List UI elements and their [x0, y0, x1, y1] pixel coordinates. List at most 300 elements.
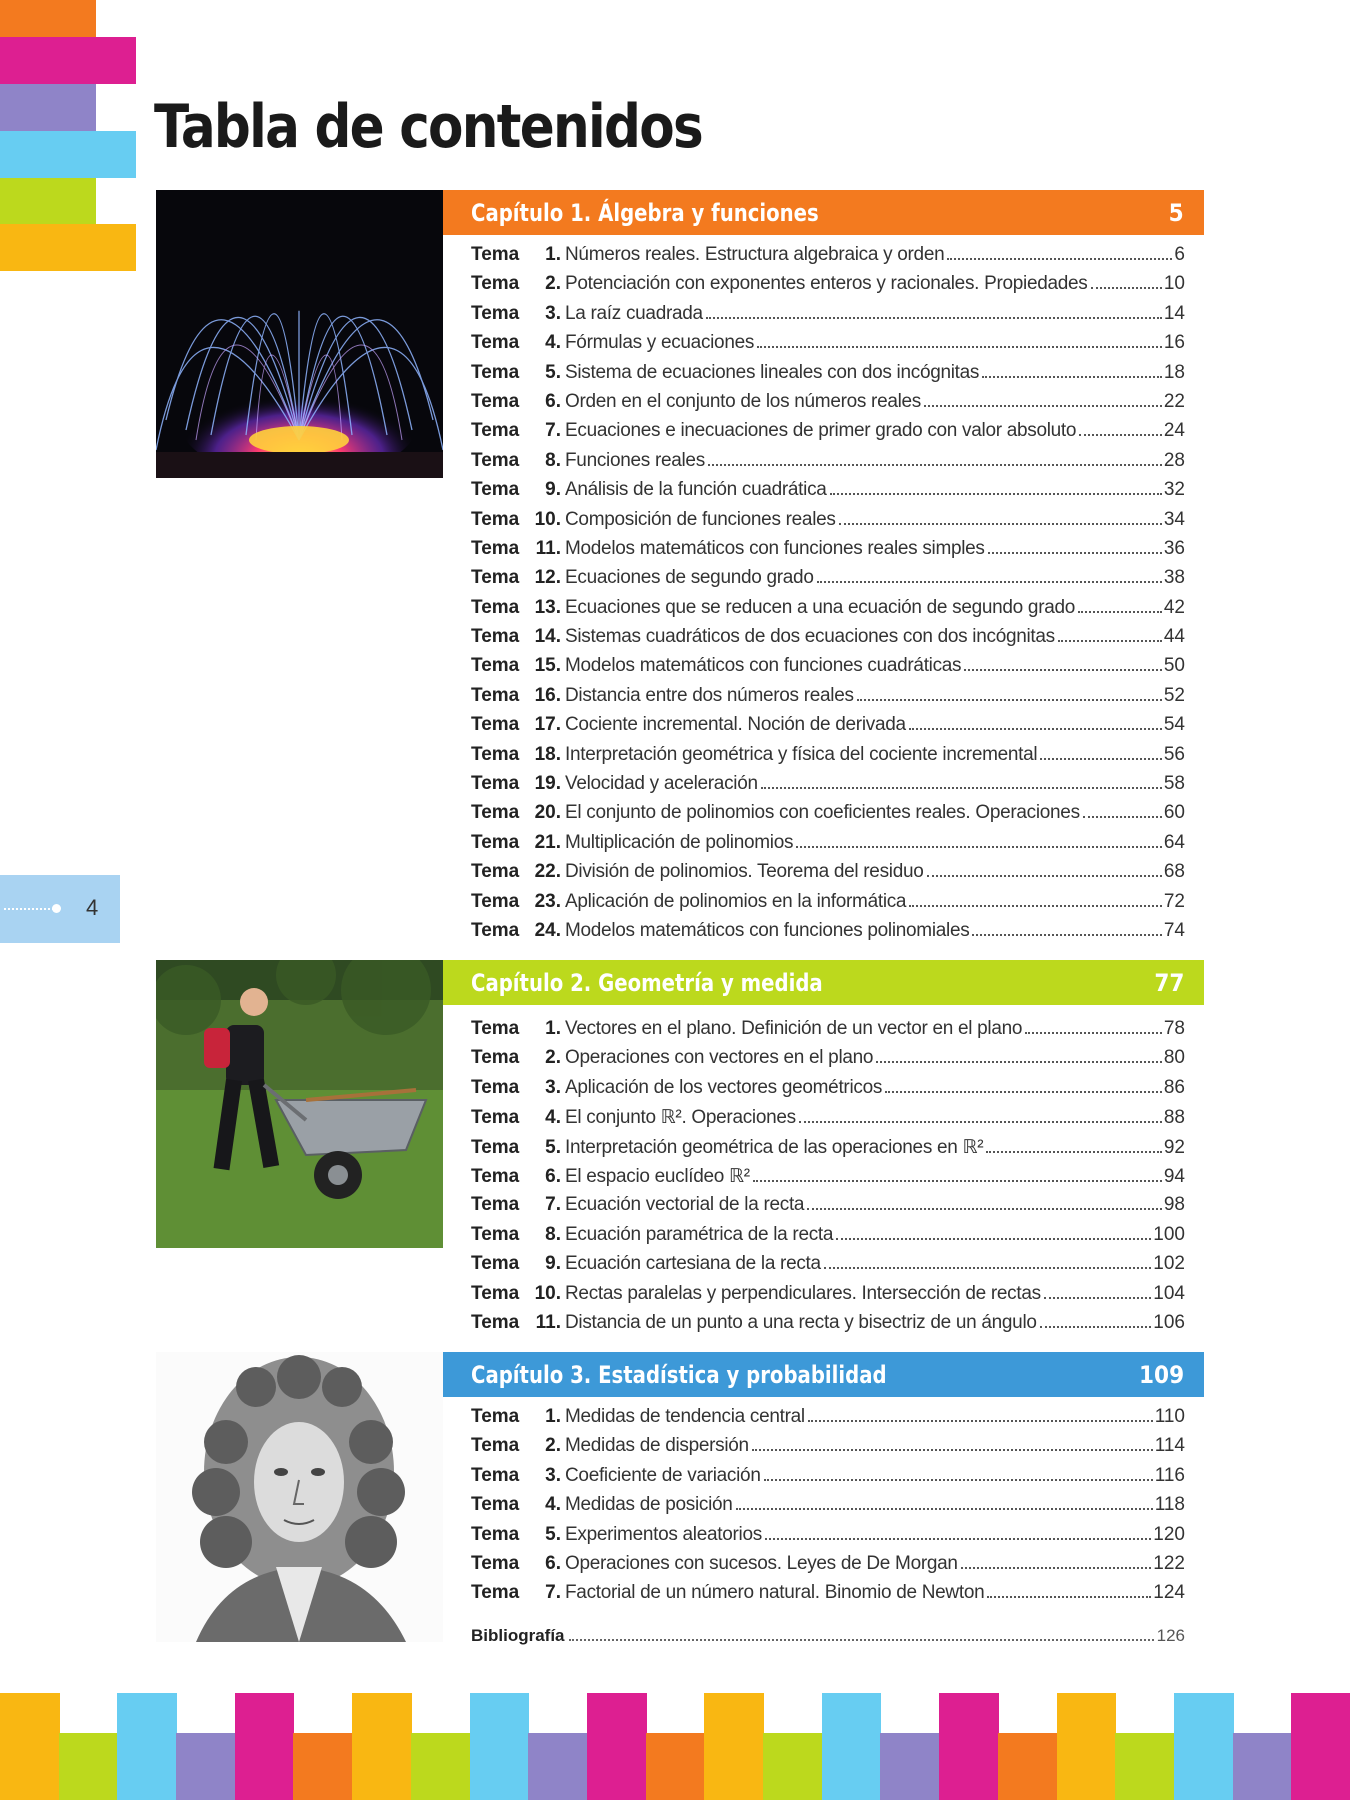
- topic-title: Aplicación de polinomios en la informática: [565, 890, 907, 912]
- topic-page: 60: [1163, 802, 1185, 824]
- tema-label: Tema: [471, 1076, 520, 1098]
- tema-label: Tema: [471, 831, 520, 853]
- topic-number: 7.: [545, 420, 561, 442]
- tema-label: Tema: [471, 244, 520, 265]
- topic-page: 118: [1154, 1494, 1185, 1516]
- topic-page: 52: [1163, 684, 1185, 706]
- topic-title: El conjunto ℝ². Operaciones: [565, 1107, 796, 1129]
- topic-row[interactable]: [471, 773, 1185, 802]
- topic-number: 3.: [545, 1464, 561, 1486]
- topic-title: Operaciones con vectores en el plano: [565, 1047, 874, 1069]
- topic-row[interactable]: [471, 1435, 1185, 1464]
- bottom-stripe: [470, 1693, 530, 1800]
- topic-number: 4.: [545, 1494, 561, 1516]
- topic-row[interactable]: [471, 1465, 1185, 1494]
- topic-row[interactable]: [471, 567, 1185, 596]
- topic-number: 4.: [545, 1107, 561, 1129]
- topic-row[interactable]: [471, 861, 1185, 890]
- chapter-1-topic-list: [471, 244, 1185, 949]
- topic-page: 16: [1163, 332, 1185, 354]
- tema-label: Tema: [471, 508, 520, 530]
- topic-number: 10.: [534, 508, 561, 530]
- tema-label: Tema: [471, 714, 520, 736]
- topic-row[interactable]: [471, 1136, 1185, 1165]
- topic-page: 102: [1153, 1253, 1185, 1275]
- topic-title: Distancia entre dos números reales: [565, 684, 854, 706]
- tema-label: Tema: [471, 1136, 520, 1158]
- bottom-stripe: [939, 1693, 999, 1800]
- dot-leader: [817, 581, 1162, 583]
- dot-leader: [857, 699, 1162, 701]
- tema-label: Tema: [471, 919, 520, 941]
- topic-row[interactable]: [471, 273, 1185, 302]
- bottom-stripe: [822, 1693, 882, 1800]
- topic-page: 120: [1153, 1523, 1185, 1545]
- bottom-stripe: [998, 1733, 1058, 1800]
- topic-title: El conjunto de polinomios con coeficientes reales. Operaciones: [565, 802, 1080, 824]
- topic-row[interactable]: [471, 685, 1185, 714]
- dot-leader: [947, 258, 1172, 260]
- topic-row[interactable]: [471, 1077, 1185, 1106]
- tema-label: Tema: [471, 743, 520, 765]
- topic-title: Vectores en el plano. Definición de un vector en el plano: [565, 1018, 1023, 1039]
- chapter-2-topic-list: [471, 1018, 1185, 1341]
- dot-leader: [1040, 1326, 1152, 1328]
- topic-number: 5.: [545, 361, 561, 383]
- dot-leader: [796, 846, 1162, 848]
- topic-title: División de polinomios. Teorema del residuo: [565, 861, 924, 883]
- topic-title: Potenciación con exponentes enteros y racionales. Propiedades: [565, 273, 1088, 295]
- topic-row[interactable]: [471, 1224, 1185, 1253]
- tema-label: Tema: [471, 773, 520, 795]
- topic-page: 58: [1163, 773, 1185, 795]
- topic-page: 28: [1163, 449, 1185, 471]
- topic-page: 42: [1163, 596, 1185, 618]
- topic-number: 1.: [545, 1018, 561, 1039]
- topic-page: 24: [1163, 420, 1185, 442]
- topic-page: 86: [1163, 1076, 1185, 1098]
- bibliography-label: Bibliografía: [471, 1626, 565, 1645]
- topic-page: 56: [1163, 743, 1185, 765]
- dot-leader: [799, 1121, 1162, 1123]
- topic-row[interactable]: [471, 450, 1185, 479]
- topic-number: 18.: [534, 743, 561, 765]
- topic-page: 10: [1163, 273, 1185, 295]
- topic-row[interactable]: [471, 714, 1185, 743]
- bottom-stripe: [176, 1733, 236, 1800]
- tema-label: Tema: [471, 1406, 520, 1427]
- topic-page: 94: [1163, 1165, 1185, 1187]
- topic-page: 114: [1154, 1435, 1185, 1457]
- tema-label: Tema: [471, 1582, 520, 1604]
- bottom-stripe: [0, 1693, 60, 1800]
- dot-leader: [706, 317, 1162, 319]
- topic-title: Cociente incremental. Noción de derivada: [565, 714, 906, 736]
- topic-row[interactable]: [471, 920, 1185, 949]
- topic-row[interactable]: [471, 1047, 1185, 1076]
- topic-title: Análisis de la función cuadrática: [565, 479, 827, 501]
- chapter-page: 77: [1153, 968, 1184, 997]
- dot-leader: [1078, 611, 1162, 613]
- stripe-magenta: [0, 37, 136, 84]
- topic-row[interactable]: [471, 1283, 1185, 1312]
- topic-title: Números reales. Estructura algebraica y orden: [565, 244, 945, 265]
- topic-number: 8.: [545, 449, 561, 471]
- bottom-stripe: [704, 1693, 764, 1800]
- topic-title: Funciones reales: [565, 449, 705, 471]
- topic-row[interactable]: [471, 744, 1185, 773]
- topic-title: Aplicación de los vectores geométricos: [565, 1076, 883, 1098]
- bottom-stripe: [646, 1733, 706, 1800]
- topic-page: 32: [1163, 479, 1185, 501]
- topic-title: Composición de funciones reales: [565, 508, 836, 530]
- topic-title: Medidas de dispersión: [565, 1435, 749, 1457]
- topic-title: Velocidad y aceleración: [565, 773, 758, 795]
- tema-label: Tema: [471, 1047, 520, 1069]
- stripe-yellow: [0, 224, 136, 271]
- topic-number: 2.: [545, 1047, 561, 1069]
- dot-leader: [736, 1508, 1153, 1510]
- tema-label: Tema: [471, 361, 520, 383]
- bottom-stripe: [59, 1733, 119, 1800]
- topic-page: 98: [1163, 1194, 1185, 1216]
- tema-label: Tema: [471, 1107, 520, 1129]
- topic-row[interactable]: [471, 362, 1185, 391]
- topic-number: 14.: [534, 626, 561, 648]
- tema-label: Tema: [471, 1018, 520, 1039]
- chapter-page: 109: [1138, 1360, 1184, 1389]
- topic-page: 22: [1163, 390, 1185, 412]
- topic-title: Ecuaciones que se reducen a una ecuación de segundo grado: [565, 596, 1076, 618]
- topic-title: Operaciones con sucesos. Leyes de De Morgan: [565, 1552, 958, 1574]
- topic-number: 6.: [545, 1165, 561, 1187]
- dot-leader: [1079, 434, 1162, 436]
- topic-page: 38: [1163, 567, 1185, 589]
- tema-label: Tema: [471, 626, 520, 648]
- topic-page: 72: [1163, 890, 1185, 912]
- topic-title: Interpretación geométrica y física del cociente incremental: [565, 743, 1038, 765]
- bibliography-page: 126: [1156, 1626, 1185, 1645]
- dot-leader: [764, 1479, 1153, 1481]
- topic-row[interactable]: [471, 1494, 1185, 1523]
- chapter-2-header[interactable]: [443, 960, 1204, 1005]
- topic-page: 50: [1163, 655, 1185, 677]
- bottom-stripe: [587, 1693, 647, 1800]
- bottom-stripe: [1233, 1733, 1293, 1800]
- topic-page: 18: [1163, 361, 1185, 383]
- tema-label: Tema: [471, 273, 520, 295]
- dot-leader: [1058, 640, 1162, 642]
- topic-title: Medidas de posición: [565, 1494, 733, 1516]
- topic-number: 24.: [534, 919, 561, 941]
- dot-leader: [1083, 816, 1162, 818]
- bottom-stripe: [235, 1693, 295, 1800]
- topic-row[interactable]: [471, 1406, 1185, 1435]
- tema-label: Tema: [471, 1311, 520, 1333]
- tema-label: Tema: [471, 1282, 520, 1304]
- newton-portrait: [156, 1352, 443, 1642]
- tema-label: Tema: [471, 1194, 520, 1216]
- topic-title: Interpretación geométrica de las operaciones en ℝ²: [565, 1136, 984, 1158]
- tema-label: Tema: [471, 420, 520, 442]
- topic-row[interactable]: [471, 832, 1185, 861]
- dot-leader: [961, 1567, 1152, 1569]
- dot-leader: [708, 464, 1162, 466]
- topic-number: 22.: [534, 861, 561, 883]
- tema-label: Tema: [471, 1223, 520, 1245]
- dot-leader: [830, 493, 1162, 495]
- topic-row[interactable]: [471, 391, 1185, 420]
- topic-number: 15.: [534, 655, 561, 677]
- topic-number: 11.: [535, 537, 561, 559]
- tema-label: Tema: [471, 596, 520, 618]
- dot-leader: [988, 552, 1162, 554]
- topic-number: 2.: [545, 273, 561, 295]
- dot-leader: [876, 1061, 1162, 1063]
- tema-label: Tema: [471, 890, 520, 912]
- topic-row[interactable]: [471, 1253, 1185, 1282]
- topic-page: 74: [1163, 919, 1185, 941]
- topic-title: Rectas paralelas y perpendiculares. Intersección de rectas: [565, 1282, 1041, 1304]
- topic-row[interactable]: [471, 891, 1185, 920]
- tema-label: Tema: [471, 1494, 520, 1516]
- dot-leader: [824, 1267, 1151, 1269]
- topic-number: 12.: [534, 567, 561, 589]
- dot-leader: [885, 1091, 1162, 1093]
- bottom-stripe: [352, 1693, 412, 1800]
- topic-row[interactable]: [471, 420, 1185, 449]
- topic-number: 6.: [545, 1552, 561, 1574]
- dot-leader: [964, 669, 1162, 671]
- dot-leader: [909, 728, 1162, 730]
- tema-label: Tema: [471, 1523, 520, 1545]
- dot-leader: [1040, 758, 1162, 760]
- topic-row[interactable]: [471, 1106, 1185, 1135]
- topic-number: 19.: [534, 773, 561, 795]
- tema-label: Tema: [471, 1552, 520, 1574]
- bottom-stripe: [880, 1733, 940, 1800]
- dot-leader: [972, 934, 1161, 936]
- topic-page: 104: [1153, 1282, 1185, 1304]
- stripe-purple: [0, 84, 96, 131]
- topic-page: 100: [1153, 1223, 1185, 1245]
- tema-label: Tema: [471, 684, 520, 706]
- topic-title: Medidas de tendencia central: [565, 1406, 805, 1427]
- topic-row[interactable]: [471, 1312, 1185, 1341]
- chapter-3-topic-list: [471, 1406, 1185, 1612]
- tema-label: Tema: [471, 1464, 520, 1486]
- topic-title: Ecuación cartesiana de la recta: [565, 1253, 821, 1275]
- page-title: Tabla de contenidos: [154, 92, 702, 162]
- topic-page: 14: [1163, 302, 1185, 324]
- chapter-title: Capítulo 3. Estadística y probabilidad: [471, 1360, 887, 1389]
- dot-leader: [757, 346, 1162, 348]
- dot-leader: [1091, 287, 1162, 289]
- wheelbarrow-photo: [156, 960, 443, 1248]
- topic-page: 88: [1163, 1107, 1185, 1129]
- chapter-title: Capítulo 1. Álgebra y funciones: [471, 198, 819, 227]
- dot-leader: [987, 1596, 1151, 1598]
- topic-title: Ecuación paramétrica de la recta: [565, 1223, 834, 1245]
- tema-label: Tema: [471, 655, 520, 677]
- topic-number: 20.: [534, 802, 561, 824]
- topic-row[interactable]: [471, 655, 1185, 684]
- topic-number: 3.: [545, 302, 561, 324]
- topic-title: Multiplicación de polinomios: [565, 831, 794, 853]
- topic-page: 64: [1163, 831, 1185, 853]
- topic-number: 10.: [534, 1282, 561, 1304]
- dot-leader: [1044, 1297, 1151, 1299]
- topic-number: 6.: [545, 390, 561, 412]
- topic-page: 34: [1163, 508, 1185, 530]
- topic-page: 6: [1174, 244, 1185, 265]
- topic-number: 2.: [545, 1435, 561, 1457]
- dot-marker: [52, 904, 61, 913]
- bottom-stripe: [117, 1693, 177, 1800]
- dot-leader: [986, 1151, 1162, 1153]
- tema-label: Tema: [471, 332, 520, 354]
- topic-page: 44: [1163, 626, 1185, 648]
- topic-row[interactable]: [471, 1524, 1185, 1553]
- topic-number: 8.: [545, 1223, 561, 1245]
- topic-number: 21.: [534, 831, 561, 853]
- bottom-stripe: [528, 1733, 588, 1800]
- tema-label: Tema: [471, 1253, 520, 1275]
- topic-number: 7.: [545, 1582, 561, 1604]
- dot-leader: [1025, 1032, 1162, 1034]
- chapter-title: Capítulo 2. Geometría y medida: [471, 968, 823, 997]
- topic-title: Modelos matemáticos con funciones polinomiales: [565, 919, 970, 941]
- topic-title: Modelos matemáticos con funciones reales simples: [565, 537, 985, 559]
- chapter-1-header[interactable]: [443, 190, 1204, 235]
- topic-row[interactable]: [471, 303, 1185, 332]
- topic-title: Fórmulas y ecuaciones: [565, 332, 755, 354]
- bottom-stripe: [1291, 1693, 1350, 1800]
- topic-title: El espacio euclídeo ℝ²: [565, 1165, 750, 1187]
- topic-number: 13.: [534, 596, 561, 618]
- topic-row[interactable]: [471, 1018, 1185, 1047]
- page-number-tab: [0, 875, 120, 943]
- topic-row[interactable]: [471, 509, 1185, 538]
- dot-leader: [752, 1449, 1153, 1451]
- bottom-stripe: [411, 1733, 471, 1800]
- topic-number: 16.: [534, 684, 561, 706]
- topic-page: 106: [1153, 1311, 1185, 1333]
- dot-leader: [808, 1420, 1153, 1422]
- topic-title: Coeficiente de variación: [565, 1464, 761, 1486]
- dot-leader: [982, 376, 1162, 378]
- tema-label: Tema: [471, 537, 520, 559]
- topic-number: 3.: [545, 1076, 561, 1098]
- topic-title: Ecuaciones de segundo grado: [565, 567, 814, 589]
- topic-number: 7.: [545, 1194, 561, 1216]
- topic-page: 54: [1163, 714, 1185, 736]
- topic-number: 9.: [545, 479, 561, 501]
- topic-title: Ecuaciones e inecuaciones de primer grado con valor absoluto: [565, 420, 1077, 442]
- topic-row[interactable]: [471, 1553, 1185, 1582]
- tema-label: Tema: [471, 390, 520, 412]
- bottom-stripe: [1115, 1733, 1175, 1800]
- topic-page: 116: [1154, 1464, 1185, 1486]
- topic-row[interactable]: [471, 332, 1185, 361]
- topic-row[interactable]: [471, 1582, 1185, 1611]
- topic-row[interactable]: [471, 626, 1185, 655]
- topic-number: 17.: [534, 714, 561, 736]
- topic-row[interactable]: [471, 1194, 1185, 1223]
- dot-leader: [927, 875, 1162, 877]
- topic-number: 1.: [545, 244, 561, 265]
- topic-title: Sistema de ecuaciones lineales con dos incógnitas: [565, 361, 980, 383]
- topic-title: La raíz cuadrada: [565, 302, 703, 324]
- topic-title: Modelos matemáticos con funciones cuadráticas: [565, 655, 962, 677]
- fountain-photo: [156, 190, 443, 478]
- tema-label: Tema: [471, 1435, 520, 1457]
- stripe-lime: [0, 178, 96, 225]
- bottom-stripe: [293, 1733, 353, 1800]
- topic-title: Experimentos aleatorios: [565, 1523, 762, 1545]
- tema-label: Tema: [471, 861, 520, 883]
- topic-page: 92: [1163, 1136, 1185, 1158]
- topic-row[interactable]: [471, 538, 1185, 567]
- dot-leader: [765, 1538, 1151, 1540]
- topic-page: 36: [1163, 537, 1185, 559]
- topic-page: 80: [1163, 1047, 1185, 1069]
- topic-page: 124: [1153, 1582, 1185, 1604]
- topic-number: 4.: [545, 332, 561, 354]
- bottom-stripe: [1057, 1693, 1117, 1800]
- dot-leader: [753, 1180, 1162, 1182]
- dot-leader: [924, 405, 1162, 407]
- bottom-stripe: [763, 1733, 823, 1800]
- stripe-cyan: [0, 131, 136, 178]
- topic-number: 5.: [545, 1523, 561, 1545]
- topic-title: Ecuación vectorial de la recta: [565, 1194, 805, 1216]
- bibliography-row[interactable]: [471, 1626, 1185, 1646]
- page-number: 4: [86, 895, 99, 920]
- topic-number: 5.: [545, 1136, 561, 1158]
- topic-row[interactable]: [471, 802, 1185, 831]
- dot-leader: [839, 523, 1162, 525]
- topic-number: 1.: [545, 1406, 561, 1427]
- topic-page: 122: [1153, 1552, 1185, 1574]
- tema-label: Tema: [471, 567, 520, 589]
- topic-title: Orden en el conjunto de los números reales: [565, 390, 922, 412]
- tema-label: Tema: [471, 479, 520, 501]
- topic-number: 23.: [534, 890, 561, 912]
- topic-number: 11.: [535, 1311, 561, 1333]
- topic-title: Distancia de un punto a una recta y bisectriz de un ángulo: [565, 1311, 1037, 1333]
- topic-row[interactable]: [471, 479, 1185, 508]
- dot-leader: [909, 905, 1162, 907]
- topic-row[interactable]: [471, 244, 1185, 273]
- dotted-line: [4, 908, 54, 910]
- dot-leader: [836, 1238, 1151, 1240]
- topic-page: 110: [1154, 1406, 1185, 1427]
- chapter-page: 5: [1168, 198, 1184, 227]
- tema-label: Tema: [471, 802, 520, 824]
- dot-leader: [807, 1208, 1162, 1210]
- topic-row[interactable]: [471, 597, 1185, 626]
- topic-page: 78: [1163, 1018, 1185, 1039]
- topic-title: Factorial de un número natural. Binomio de Newton: [565, 1582, 985, 1604]
- tema-label: Tema: [471, 449, 520, 471]
- chapter-3-header[interactable]: [443, 1352, 1204, 1397]
- topic-row[interactable]: [471, 1165, 1185, 1194]
- topic-number: 9.: [545, 1253, 561, 1275]
- bottom-stripe: [1174, 1693, 1234, 1800]
- topic-page: 68: [1163, 861, 1185, 883]
- tema-label: Tema: [471, 302, 520, 324]
